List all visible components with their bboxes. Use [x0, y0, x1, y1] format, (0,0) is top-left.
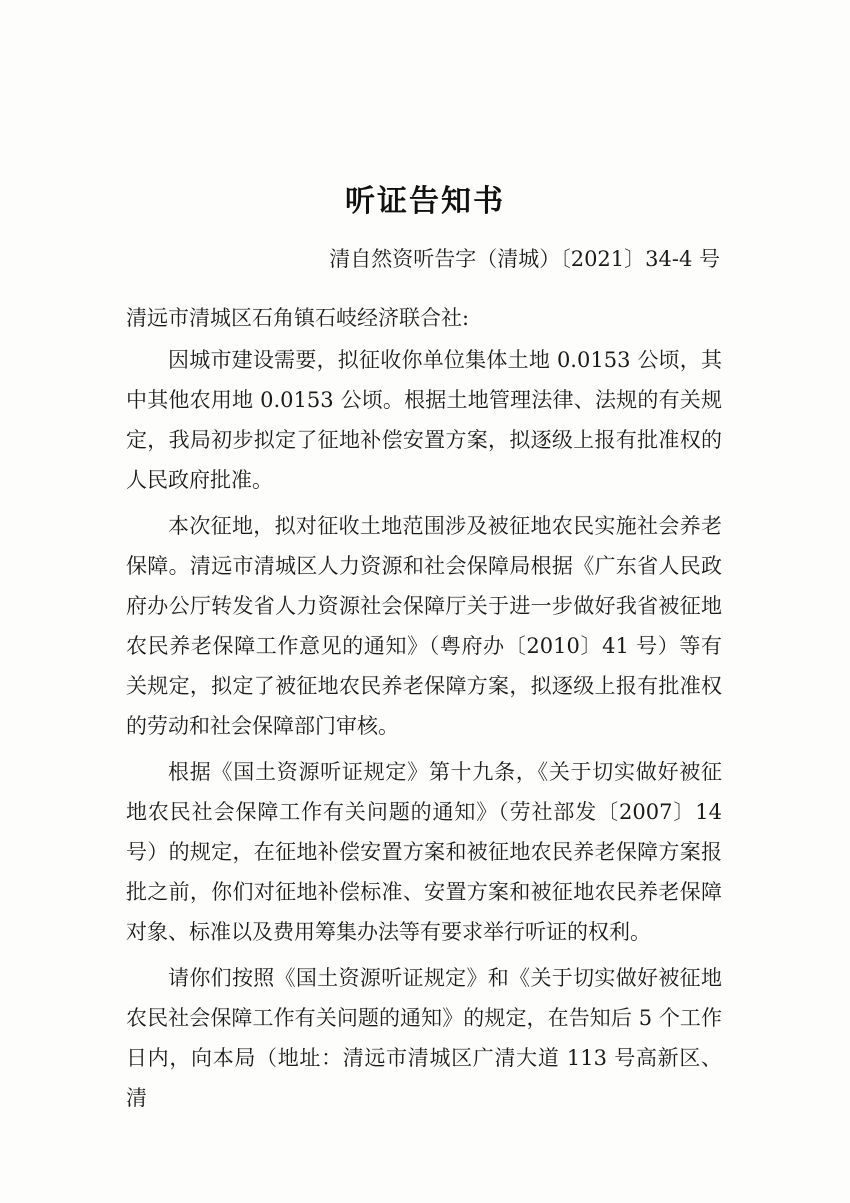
- document-body: [126, 340, 722, 1124]
- paragraph-hearing-request: 请你们按照《国土资源听证规定》和《关于切实做好被征地农民社会保障工作有关问题的通知》的规定，在告知后 5 个工作日内，向本局（地址：清远市清城区广清大道 113 号高新区、清: [126, 966, 722, 1110]
- document-number: 清自然资听告字（清城）〔2021〕34-4 号: [329, 247, 720, 271]
- paragraph-hearing-rights: 根据《国土资源听证规定》第十九条，《关于切实做好被征地农民社会保障工作有关问题的通知》（劳社部发〔2007〕14 号）的规定，在征地补偿安置方案和被征地农民养老保障方案报批之前，你们对征地补偿标准、安置方案和被征地农民养老保障对象、标准以及费用筹集办法等有要求举行听证的权利。: [126, 760, 722, 944]
- paragraph-pension-security: 本次征地，拟对征收土地范围涉及被征地农民实施社会养老保障。清远市清城区人力资源和社会保障局根据《广东省人民政府办公厅转发省人力资源社会保障厅关于进一步做好我省被征地农民养老保障工作意见的通知》（粤府办〔2010〕41 号）等有关规定，拟定了被征地农民养老保障方案，拟逐级上报有批准权的劳动和社会保障部门审核。: [126, 514, 722, 738]
- addressee: 清远市清城区石角镇石岐经济联合社:: [126, 306, 470, 330]
- paragraph-land-requisition: 因城市建设需要，拟征收你单位集体土地 0.0153 公顷，其中其他农用地 0.0153 公顷。根据土地管理法律、法规的有关规定，我局初步拟定了征地补偿安置方案，拟逐级上报有批准权的人民政府批准。: [126, 348, 722, 492]
- document-title: 听证告知书: [345, 184, 505, 219]
